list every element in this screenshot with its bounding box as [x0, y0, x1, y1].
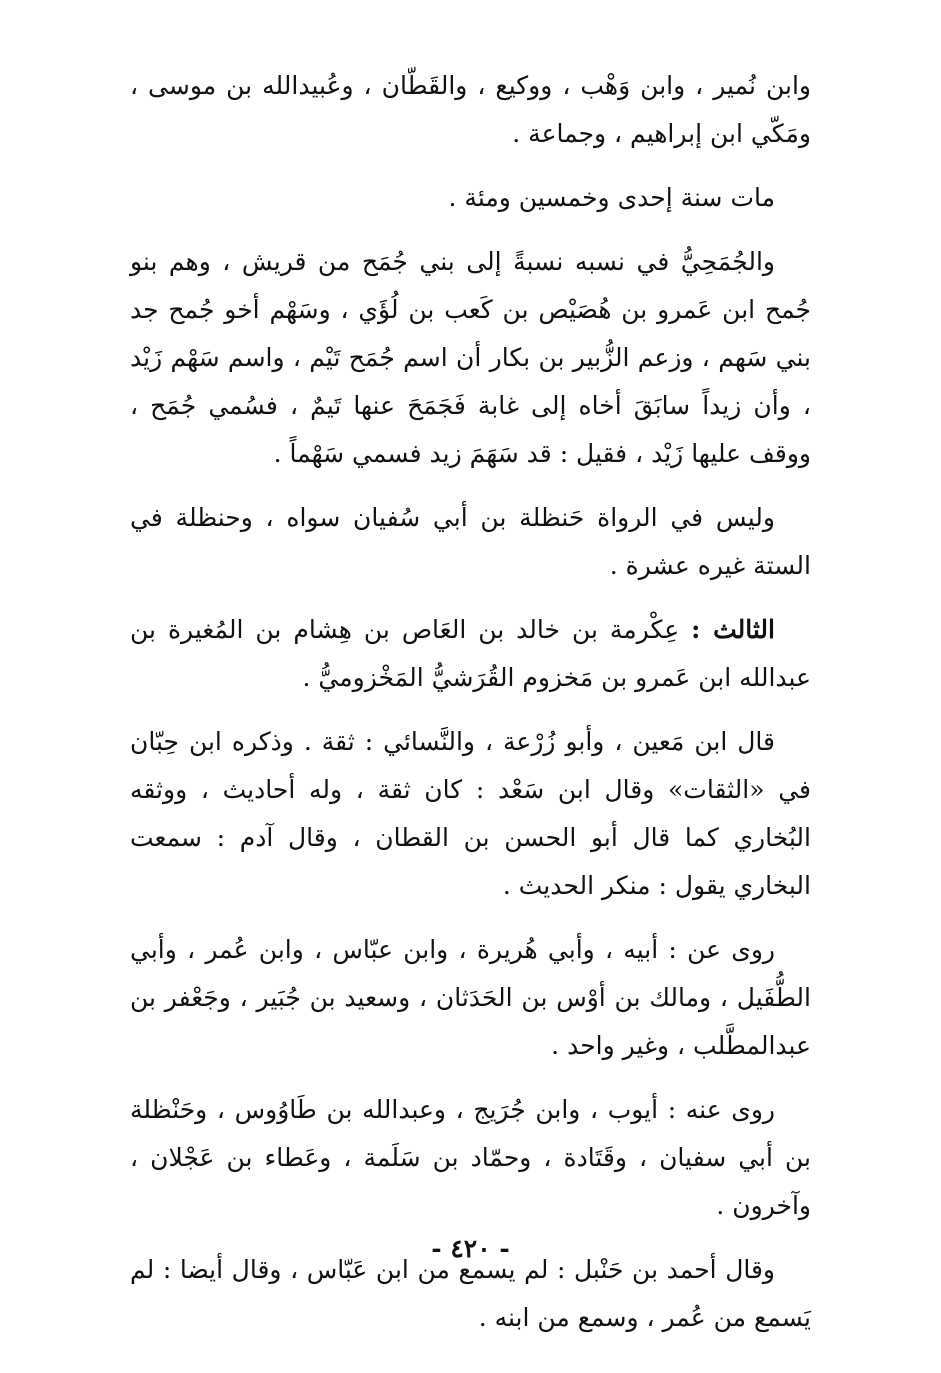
entry-heading-paragraph: الثالث : عِكْرمة بن خالد بن العَاص بن هِشام بن المُغيرة بن عبدالله ابن عَمرو بن مَخزوم القُرَشيُّ المَخْزوميُّ .	[130, 615, 811, 692]
paragraph: مات سنة إحدى وخمسين ومئة .	[448, 183, 775, 212]
paragraph: وابن نُمير ، وابن وَهْب ، ووكيع ، والقَطّان ، وعُبيدالله بن موسى ، ومَكّي ابن إبراهيم ، وجماعة .	[130, 71, 811, 148]
paragraph: وقال أحمد بن حَنْبل : لم يسمع من ابن عَبّاس ، وقال أيضا : لم يَسمع من عُمر ، وسمع من ابنه .	[130, 1255, 811, 1332]
paragraph: قال ابن مَعين ، وأبو زُرْعة ، والنَّسائي : ثقة . وذكره ابن حِبّان في «الثقات» وقال ابن سَعْد : كان ثقة ، وله أحاديث ، ووثقه البُخاري كما قال أبو الحسن بن القطان ، وقال آدم : سمعت البخاري يقول : منكر الحديث .	[130, 727, 811, 900]
paragraph: والجُمَحِيُّ في نسبه نسبةً إلى بني جُمَح من قريش ، وهم بنو جُمح ابن عَمرو بن هُصَيْص بن كَعب بن لُؤَي ، وسَهْم أخو جُمح جد بني سَهم ، وزعم الزُّبير بن بكار أن اسم جُمَح تَيْم ، واسم سَهْم زَيْد ، وأن زيداً سابَقَ أخاه إلى غابة فَجَمَحَ عنها تَيمٌ ، فسُمي جُمَح ، ووقف عليها زَيْد ، فقيل : قد سَهَمَ زيد فسمي سَهْماً .	[130, 247, 811, 468]
paragraph: وليس في الرواة حَنظلة بن أبي سُفيان سواه ، وحنظلة في الستة غيره عشرة .	[130, 503, 811, 580]
entry-number-label: الثالث :	[691, 615, 775, 644]
page-body	[130, 62, 811, 1342]
page-number: - ٤٢٠ -	[431, 1234, 510, 1263]
paragraph: روى عن : أبيه ، وأبي هُريرة ، وابن عبّاس ، وابن عُمر ، وأبي الطُّفَيل ، ومالك بن أوْس بن الحَدَثان ، وسعيد بن جُبَير ، وجَعْفر بن عبدالمطَّلب ، وغير واحد .	[130, 935, 811, 1060]
paragraph: روى عنه : أيوب ، وابن جُرَيج ، وعبدالله بن طَاوُوس ، وحَنْظلة بن أبي سفيان ، وقَتَادة ، وحمّاد بن سَلَمة ، وعَطاء بن عَجْلان ، وآخرون .	[130, 1095, 811, 1220]
